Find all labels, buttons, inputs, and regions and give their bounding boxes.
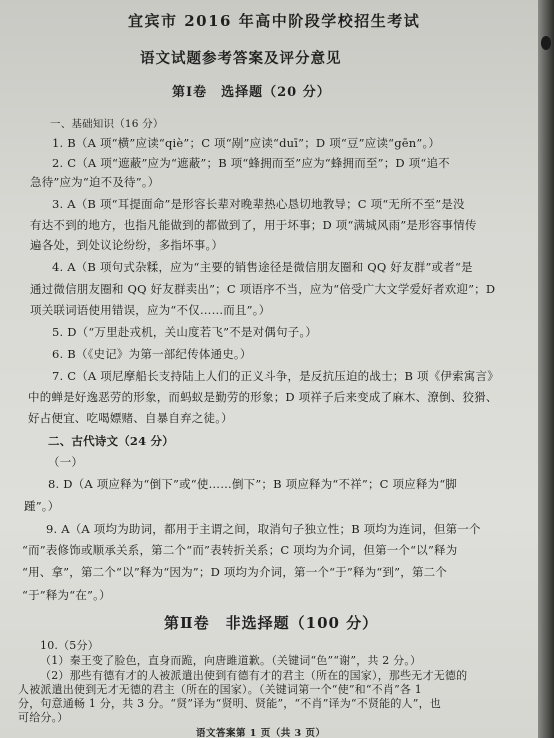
part2-title: 第Ⅱ卷 非选择题（100 分） (164, 614, 379, 632)
answer-line: 4. A（B 项句式杂糅，应为“主要的销售途径是微信朋友圈和 QQ 好友群”或者“是 (52, 260, 473, 275)
answer-line: 中的蝉是好逸恶劳的形象，而蚂蚁是勤劳的形象；D 项祥子后来变成了麻木、潦倒、狡猾、 (28, 390, 498, 405)
section2-title: 二、古代诗文（24 分） (48, 433, 174, 448)
answer-line: （2）那些有德有才的人被派遣出使到有德有才的君主（所在的国家），那些无才无德的 (40, 669, 468, 682)
answer-line: 1. B（A 项“横”应读“qiè”；C 项“剐”应读“duī”；D 项“豆”应读“gēn”。） (52, 135, 441, 150)
answer-line: 踵”。） (24, 498, 60, 513)
answer-line: “于”释为“在”。） (22, 587, 111, 602)
exam-title: 宜宾市 2016 年高中阶段学校招生考试 (128, 12, 421, 30)
subsection-label: （一） (48, 455, 84, 470)
page-footer: 语文答案第 1 页（共 3 页） (196, 728, 326, 738)
answer-line: 5. D（“万里赴戎机，关山度若飞”不是对偶句子。） (52, 325, 318, 340)
answer-line: 好占便宜、吃喝嫖赌、自暴自弃之徒。） (28, 411, 233, 426)
page-edge (538, 0, 554, 738)
answer-line: 有达不到的地方，也指凡能做到的都做到了，用于坏事；D 项“满城风雨”是形容事情传 (30, 217, 477, 232)
answer-line: 通过微信朋友圈和 QQ 好友群卖出”；C 项语序不当，应为“倍受广大文学爱好者欢迎”；D (30, 281, 496, 296)
answer-line: 3. A（B 项“耳提面命”是形容长辈对晚辈热心恳切地教导；C 项“无所不至”是没 (52, 196, 465, 211)
answer-line: （1）秦王变了脸色，直身而跪，向唐雎道歉。（关键词“色”“谢”，共 2 分。） (40, 654, 422, 667)
answer-line: 人被派遣出使到无才无德的君主（所在的国家）。（关键词第一个“使”和“不肖”各 1 (18, 683, 422, 696)
answer-line: 9. A（A 项均为助词，都用于主谓之间，取消句子独立性；B 项均为连词，但第一个 (46, 521, 481, 536)
answer-line: 2. C（A 项“遮蔽”应为“遮蔽”；B 项“蜂拥而至”应为“蜂拥而至”；D 项“追不 (52, 155, 450, 170)
binding-hole (541, 36, 551, 50)
answer-line: 7. C（A 项尼摩船长支持陆上人们的正义斗争，是反抗压迫的战士；B 项《伊索寓言》 (52, 368, 499, 383)
section1-title: 一、基础知识（16 分） (50, 118, 164, 130)
document-title: 语文试题参考答案及评分意见 (140, 50, 342, 67)
answer-line: 6. B（《史记》为第一部纪传体通史。） (52, 346, 252, 361)
answer-line: 急待”应为“迫不及待”。） (30, 175, 160, 190)
answer-line: 项关联词语使用错误，应为“不仅……而且”。） (30, 302, 271, 317)
answer-line: 8. D（A 项应释为“倒下”或“使……倒下”；B 项应释为“不祥”；C 项应释为“脚 (48, 477, 458, 492)
answer-line: 10.（5分） (40, 639, 99, 652)
answer-line: “用、拿”，第二个“以”释为“因为”；D 项均为介词，第一个“于”释为“到”，第二个 (22, 564, 448, 579)
answer-line: 可给分。） (18, 711, 69, 724)
answer-line: “而”表修饰或顺承关系，第二个“而”表转折关系；C 项均为介词，但第一个“以”释为 (22, 543, 458, 558)
part1-title: 第Ⅰ卷 选择题（20 分） (172, 85, 331, 100)
answer-line: 分，句意通畅 1 分，共 3 分。“贤”译为“贤明、贤能”，“不肖”译为“不贤能的人”，也 (18, 697, 441, 710)
answer-line: 遍各处，到处议论纷纷，多指坏事。） (30, 238, 224, 253)
